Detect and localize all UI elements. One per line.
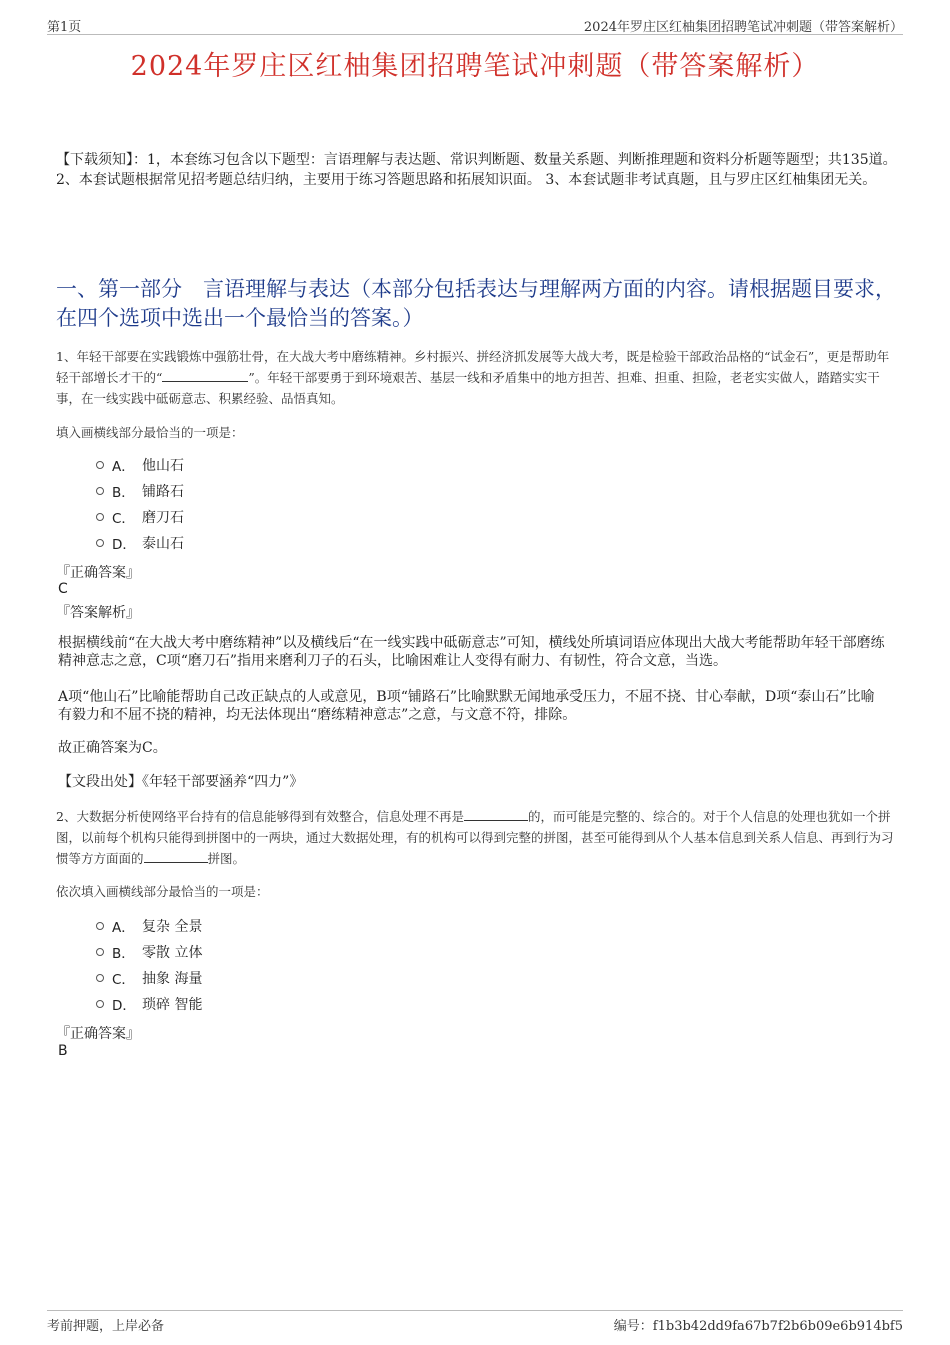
option-letter: B． <box>112 485 135 501</box>
page-header <box>47 14 903 35</box>
question-2-option-b[interactable] <box>96 939 202 965</box>
option-letter: C． <box>112 511 135 527</box>
radio-icon[interactable] <box>96 922 104 930</box>
question-1-option-d[interactable] <box>96 530 184 556</box>
option-text: 零散 立体 <box>142 945 203 961</box>
question-1-text-a: 1、年轻干部要在实践锻炼中强筋壮骨，在大战大考中磨练精神。乡村振兴、拼经济抓发展等大战大考，既是检验干部政治品格的“试金石”，更是帮助年轻干部增长才干的“ <box>56 349 890 385</box>
question-1-option-a[interactable] <box>96 452 184 478</box>
question-2-option-a[interactable] <box>96 913 202 939</box>
option-text: 他山石 <box>142 458 184 474</box>
question-1-option-c[interactable] <box>96 504 184 530</box>
option-text: 抽象 海量 <box>142 971 203 987</box>
option-letter: B． <box>112 946 135 962</box>
option-text: 泰山石 <box>142 536 184 552</box>
page-number: 第1页 <box>47 20 82 35</box>
page-footer <box>47 1310 903 1333</box>
radio-icon[interactable] <box>96 461 104 469</box>
question-1-prompt: 填入画横线部分最恰当的一项是： <box>56 425 244 440</box>
question-1-analysis-1: 根据横线前“在大战大考中磨练精神”以及横线后“在一线实践中砥砺意志”可知，横线处所填词语应体现出大战大考能帮助年轻干部磨练精神意志之意，C项“磨刀石”指用来磨利刀子的石头，比喻困难让人变得有耐力、有韧性，符合文意，当选。 <box>58 635 885 669</box>
radio-icon[interactable] <box>96 1000 104 1008</box>
section-title: 一、第一部分 言语理解与表达（本部分包括表达与理解两方面的内容。请根据题目要求，在四个选项中选出一个最恰当的答案。） <box>56 277 896 330</box>
radio-icon[interactable] <box>96 487 104 495</box>
question-1-analysis-3: 故正确答案为C。 <box>58 740 167 756</box>
question-2-answer-label: 『正确答案』 <box>56 1026 140 1042</box>
question-2-text <box>56 806 898 869</box>
question-2-text-a: 2、大数据分析使网络平台持有的信息能够得到有效整合，信息处理不再是 <box>56 809 464 824</box>
question-2-answer: B <box>58 1043 68 1059</box>
radio-icon[interactable] <box>96 974 104 982</box>
option-letter: A． <box>112 459 135 475</box>
option-letter: C． <box>112 972 135 988</box>
question-2-option-c[interactable] <box>96 965 202 991</box>
question-2-option-d[interactable] <box>96 991 202 1017</box>
question-2-text-c: 拼图。 <box>207 851 246 866</box>
question-1-analysis-label: 『答案解析』 <box>56 605 140 621</box>
question-1-answer-label: 『正确答案』 <box>56 565 140 581</box>
footer-slogan: 考前押题，上岸必备 <box>47 1319 165 1334</box>
question-1-text-b: ”。年轻干部要勇于到环境艰苦、基层一线和矛盾集中的地方担苦、担难、担重、担险，老老实实做人，踏踏实实干事，在一线实践中砥砺意志、积累经验、品悟真知。 <box>56 370 880 406</box>
question-1-blank <box>162 369 248 382</box>
header-doc-title: 2024年罗庄区红柚集团招聘笔试冲刺题（带答案解析） <box>583 20 903 35</box>
question-1-analysis-2: A项“他山石”比喻能帮助自己改正缺点的人或意见，B项“铺路石”比喻默默无闻地承受压力，不屈不挠、甘心奉献，D项“泰山石”比喻有毅力和不屈不挠的精神，均无法体现出“磨练精神意志”之意，与文意不符，排除。 <box>58 689 875 723</box>
question-2-text-b: 的，而可能是完整的、综合的。对于个人信息的处理也犹如一个拼图，以前每个机构只能得到拼图中的一两块，通过大数据处理，有的机构可以得到完整的拼图，甚至可能得到从个人基本信息到关系人信息、再到行为习惯等方方面面的 <box>56 809 894 866</box>
radio-icon[interactable] <box>96 513 104 521</box>
option-text: 磨刀石 <box>142 510 184 526</box>
question-1-source: 【文段出处】《年轻干部要涵养“四力”》 <box>58 774 304 790</box>
question-2-prompt: 依次填入画横线部分最恰当的一项是： <box>56 884 269 899</box>
option-text: 铺路石 <box>142 484 184 500</box>
question-2-options <box>96 913 202 1017</box>
option-letter: D． <box>112 537 136 553</box>
radio-icon[interactable] <box>96 539 104 547</box>
option-letter: D． <box>112 998 136 1014</box>
option-letter: A． <box>112 920 135 936</box>
question-1-text <box>56 346 898 409</box>
question-2-blank-1 <box>464 808 528 821</box>
question-1-options <box>96 452 184 556</box>
radio-icon[interactable] <box>96 948 104 956</box>
question-2-blank-2 <box>144 850 208 863</box>
footer-code: 编号：f1b3b42dd9fa67b7f2b6b09e6b914bf5 <box>613 1319 903 1334</box>
option-text: 琐碎 智能 <box>142 997 203 1013</box>
question-1-answer: C <box>58 581 68 597</box>
download-notice: 【下载须知】：1，本套练习包含以下题型：言语理解与表达题、常识判断题、数量关系题、判断推理题和资料分析题等题型；共135道。 2、本套试题根据常见招考题总结归纳，主要用于练习答题思路和拓展知识面。 3、本套试题非考试真题，且与罗庄区红柚集团无关。 <box>56 152 897 188</box>
option-text: 复杂 全景 <box>142 919 203 935</box>
question-1-option-b[interactable] <box>96 478 184 504</box>
page-title: 2024年罗庄区红柚集团招聘笔试冲刺题（带答案解析） <box>130 51 820 82</box>
